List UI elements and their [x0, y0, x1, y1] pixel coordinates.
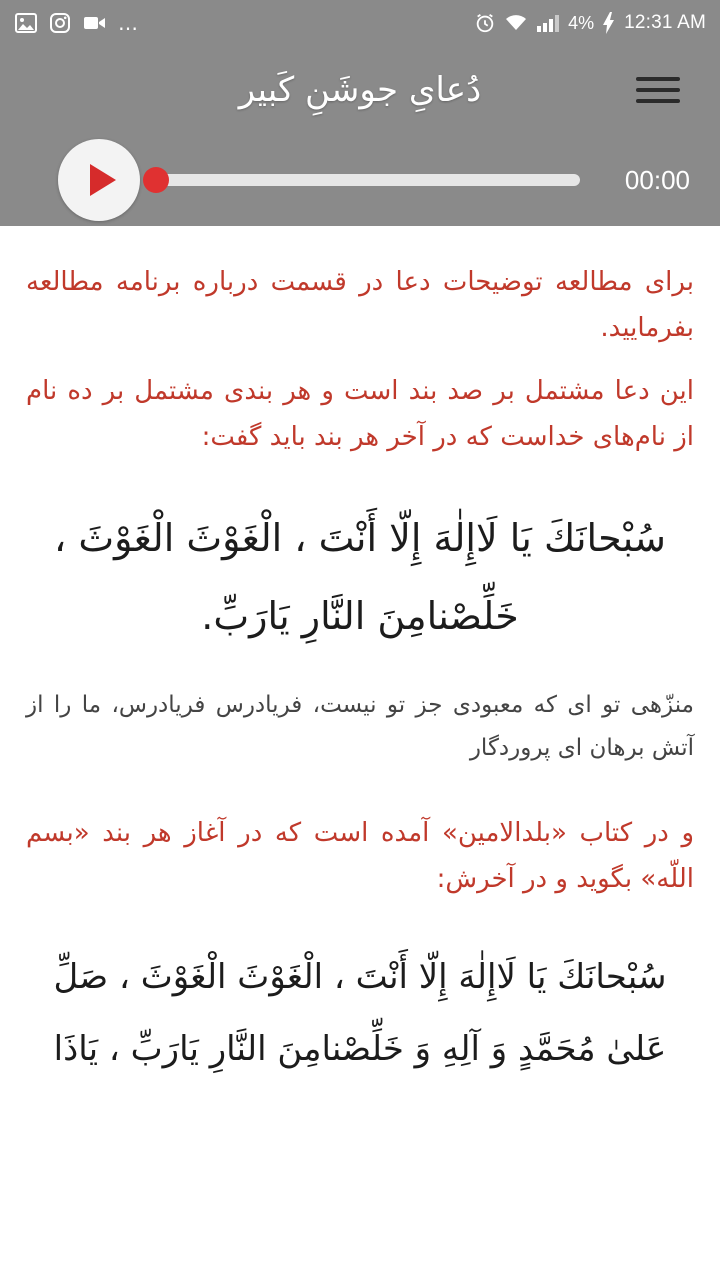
video-camera-icon: [82, 11, 108, 35]
battery-percent: 4%: [568, 12, 595, 33]
wifi-icon: [504, 13, 528, 33]
arabic-passage-1: [26, 500, 694, 656]
elapsed-time: 00:00: [624, 164, 690, 195]
translation-paragraph-1: منزّهی تو ای که معبودی جز تو نیست، فریادرس فریادرس، ما را از آتش برهان ای پروردگار: [26, 691, 694, 762]
status-bar: [0, 0, 720, 46]
menu-line-3: [636, 99, 680, 103]
seek-bar[interactable]: [152, 160, 580, 200]
app-title-wrap: [0, 46, 720, 134]
play-icon: [90, 164, 116, 196]
status-overflow-dots: …: [118, 11, 139, 35]
intro-paragraph-2: این دعا مشتمل بر صد بند است و هر بندی مشتمل بر ده نام از نام‌های خداست که در آخر هر بند باید گفت:: [26, 376, 694, 452]
arabic-passage-2-line-1: سُبْحانَكَ يَا لَاإِلٰهَ إِلّا أَنْتَ ، الْغَوْثَ الْغَوْثَ ، صَلِّ: [53, 957, 667, 998]
audio-player: [0, 134, 720, 226]
dua-content[interactable]: [0, 226, 720, 1280]
signal-icon: [536, 13, 560, 33]
alarm-icon: [474, 12, 496, 34]
intro-paragraph-3: و در کتاب «بلدالامین» آمده است که در آغاز هر بند «بسم اللّه» بگوید و در آخرش:: [26, 818, 694, 894]
arabic-passage-1-line-2: خَلِّصْنامِنَ النَّارِ يَارَبِّ.: [201, 593, 519, 638]
seek-track[interactable]: [152, 174, 580, 186]
status-clock: 12:31 AM: [624, 12, 706, 33]
intro-paragraph-1: برای مطالعه توضیحات دعا در قسمت درباره برنامه مطالعه بفرمایید.: [26, 267, 694, 343]
arabic-passage-2-line-2: عَلیٰ مُحَمَّدٍ وَ آلِهِ وَ خَلِّصْنامِنَ النَّارِ يَارَبِّ ، يَاذَا: [53, 1028, 667, 1069]
status-bar-right: [474, 12, 706, 34]
play-button[interactable]: [58, 139, 140, 221]
seek-thumb[interactable]: [143, 167, 169, 193]
hamburger-menu-icon[interactable]: [636, 73, 680, 107]
arabic-passage-1-line-1: سُبْحانَكَ يَا لَاإِلٰهَ إِلّا أَنْتَ ، الْغَوْثَ الْغَوْثَ ،: [54, 516, 666, 560]
instagram-icon: [48, 11, 72, 35]
menu-line-1: [636, 77, 680, 81]
image-icon: [14, 11, 38, 35]
bolt-icon: [602, 12, 616, 34]
page-title: دُعایِ جوشَنِ کَبیر: [238, 70, 482, 110]
status-bar-left: [14, 11, 474, 35]
arabic-passage-2: [26, 942, 694, 1085]
app-bar: [0, 46, 720, 226]
menu-line-2: [636, 88, 680, 92]
